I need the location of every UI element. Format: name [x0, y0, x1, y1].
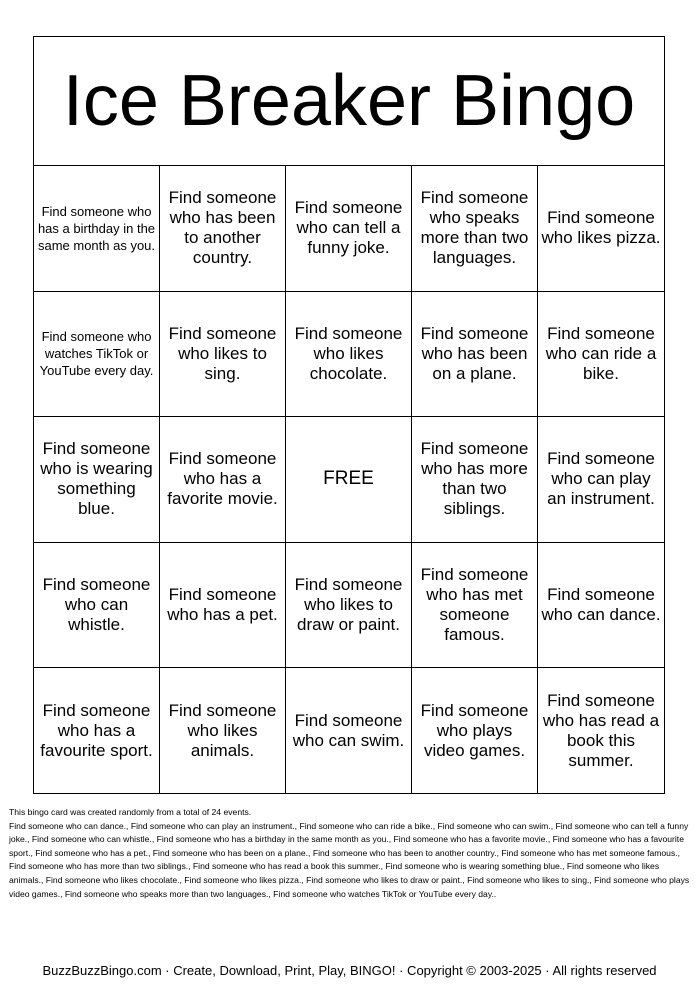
bingo-cell: Find someone who has read a book this summer.: [542, 691, 660, 771]
bingo-cell: Find someone who is wearing something blue.: [34, 417, 160, 543]
bingo-cell: Find someone who has been on a plane.: [412, 292, 538, 418]
bingo-cell: Find someone who plays video games.: [412, 668, 538, 794]
free-space: FREE: [286, 417, 412, 543]
bingo-cell: Find someone who has a pet.: [160, 543, 286, 669]
bingo-cell: Find someone who has a favorite movie.: [160, 417, 286, 543]
bingo-card: [33, 36, 665, 794]
bingo-cell: Find someone who likes animals.: [160, 668, 286, 794]
bingo-cell: Find someone who has a favourite sport.: [34, 668, 160, 794]
bingo-cell: Find someone who can play an instrument.: [538, 417, 664, 543]
info-intro: This bingo card was created randomly from a total of 24 events.: [9, 807, 252, 817]
card-title: Ice Breaker Bingo: [34, 37, 664, 166]
bingo-cell: Find someone who likes pizza.: [538, 166, 664, 292]
bingo-cell: Find someone who can swim.: [286, 668, 412, 794]
bingo-cell: Find someone who can dance.: [538, 543, 664, 669]
page-footer: BuzzBuzzBingo.com · Create, Download, Print, Play, BINGO! · Copyright © 2003-2025 · All rights reserved: [42, 963, 657, 978]
bingo-cell: Find someone who likes chocolate.: [286, 292, 412, 418]
info-events-list: Find someone who can dance., Find someone who can play an instrument., Find someone who can ride a bike., Find someone who can swim., Find someone who can tell a funny joke., Find someone who can whistle., Find someone who has a birthday in the same month as you., Find someone who has a favorite movie., Find someone who has a favourite sport., Find someone who has a pet., Find someone who has been on a plane., Find someone who has been to another country., Find someone who has met someone famous., Find someone who has more than two siblings., Find someone who has read a book this summer., Find someone who is wearing something blue., Find someone who likes animals., Find someone who likes chocolate., Find someone who likes pizza., Find someone who likes to draw or paint., Find someone who likes to sing., Find someone who plays video games., Find someone who speaks more than two languages., Find someone who watches TikTok or YouTube every day..: [9, 820, 690, 899]
bingo-cell: Find someone who can ride a bike.: [538, 292, 664, 418]
bingo-cell: Find someone who has met someone famous.: [412, 543, 538, 669]
bingo-cell: Find someone who has a birthday in the same month as you.: [34, 166, 160, 292]
bingo-cell: Find someone who watches TikTok or YouTube every day.: [34, 292, 160, 418]
bingo-cell: Find someone who likes to sing.: [160, 292, 286, 418]
bingo-grid: [34, 166, 664, 794]
bingo-cell: Find someone who has been to another country.: [160, 166, 286, 292]
bingo-cell: Find someone who speaks more than two languages.: [412, 166, 538, 292]
bingo-cell: Find someone who can tell a funny joke.: [286, 166, 412, 292]
card-info: [9, 806, 692, 901]
bingo-cell: Find someone who can whistle.: [34, 543, 160, 669]
bingo-cell: Find someone who likes to draw or paint.: [286, 543, 412, 669]
bingo-cell: Find someone who has more than two siblings.: [412, 417, 538, 543]
